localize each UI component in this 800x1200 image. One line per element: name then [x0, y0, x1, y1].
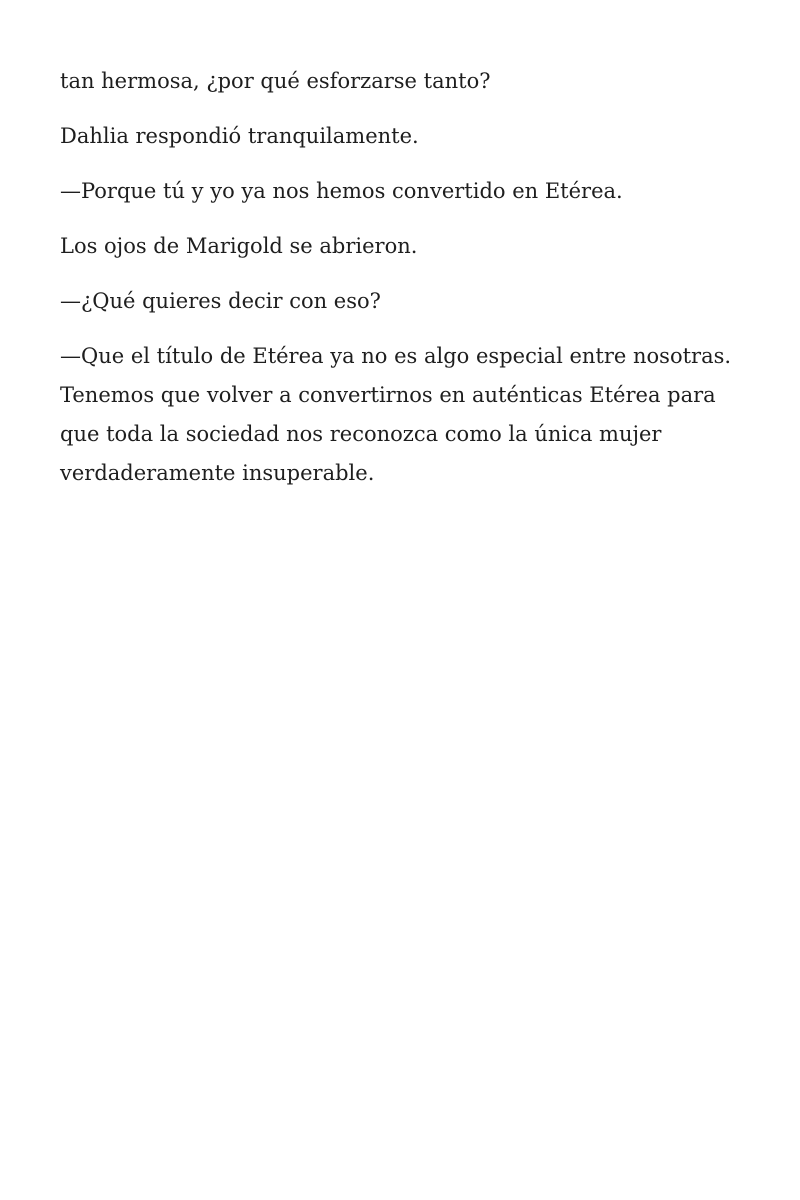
paragraph-3: —Porque tú y yo ya nos hemos convertido en Etérea. [60, 179, 623, 203]
paragraph-5: —¿Qué quieres decir con eso? [60, 289, 381, 313]
paragraph-2: Dahlia respondió tranquilamente. [60, 124, 419, 148]
reader-page [60, 62, 740, 509]
paragraph-4: Los ojos de Marigold se abrieron. [60, 234, 418, 258]
paragraph-6: —Que el título de Etérea ya no es algo especial entre nosotras. Tenemos que volver a convertirnos en auténticas Etérea para que toda la sociedad nos reconozca como la única mujer verdaderamente insuperable. [60, 344, 732, 485]
paragraph-1: tan hermosa, ¿por qué esforzarse tanto? [60, 69, 491, 93]
